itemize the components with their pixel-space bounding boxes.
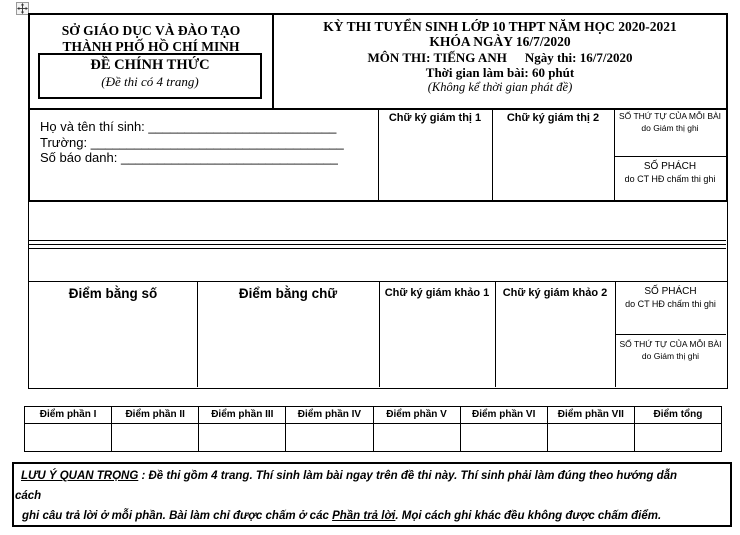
exam-pages-label: (Đề thi có 4 trang): [101, 74, 199, 89]
score-number-cell: Điểm bằng số: [68, 286, 158, 301]
score-header-cell: Điểm phần VII: [548, 407, 635, 423]
student-school-row: [40, 135, 376, 151]
score-header-cell: Điểm phần I: [25, 407, 112, 423]
code-number-title: SỐ PHÁCH: [644, 286, 697, 297]
department-line2: THÀNH PHỐ HỒ CHÍ MINH: [62, 39, 240, 54]
score-value-cell: [548, 424, 635, 451]
examiner1-signature-cell: Chữ ký giám khảo 1: [384, 287, 490, 299]
score-header-cell: Điểm phần VI: [461, 407, 548, 423]
note-line3-pre: ghi câu trả lời ở mỗi phần. Bài làm chỉ được chấm ở các: [22, 510, 333, 522]
exam-title-block: [274, 19, 726, 95]
paper-order-cell: [614, 111, 726, 134]
exam-type-label: ĐỀ CHÍNH THỨC: [90, 57, 210, 73]
invigilator2-signature-cell: Chữ ký giám thị 2: [506, 112, 600, 124]
note-line2: cách: [15, 490, 42, 502]
note-line3-underlined: Phần trả lời: [332, 510, 396, 522]
part-score-table: [24, 406, 722, 452]
score-header-cell: Điểm phần V: [374, 407, 461, 423]
cut-line-1: [29, 240, 726, 241]
exam-title: KỲ THI TUYỂN SINH LỚP 10 THPT NĂM HỌC 2020-2021: [323, 19, 677, 34]
student-id-label: Số báo danh:: [40, 150, 118, 165]
score-header-cell: Điểm phần IV: [286, 407, 373, 423]
paper-order-title: SỐ THỨ TỰ CỦA MỖI BÀI: [619, 339, 722, 349]
paper-order-cell-2: [615, 339, 726, 362]
header-table: [28, 13, 728, 202]
official-exam-box: [38, 53, 262, 99]
student-name-row: [40, 119, 376, 135]
move-arrows-icon: [17, 3, 28, 14]
divider: [615, 334, 726, 335]
student-id-blank: ______________________________: [120, 150, 338, 165]
score-header-cell: Điểm phần II: [112, 407, 199, 423]
important-note-box: [12, 462, 732, 527]
exam-date-label: Ngày thi: 16/7/2020: [524, 49, 633, 65]
paper-order-subtitle: do Giám thị ghi: [641, 350, 700, 361]
score-header-cell: Điểm tổng: [653, 409, 703, 420]
department-line1: SỞ GIÁO DỤC VÀ ĐÀO TẠO: [61, 23, 241, 38]
subject-label: MÔN THI: TIẾNG ANH: [367, 49, 507, 65]
student-school-label: Trường:: [40, 134, 88, 150]
paper-order-subtitle: do Giám thị ghi: [641, 122, 699, 133]
divider: [614, 156, 726, 157]
cut-line-3: [29, 248, 726, 249]
grading-table: [28, 281, 728, 389]
score-value-cell: [25, 424, 112, 451]
score-value-cell: [461, 424, 548, 451]
cut-section: [28, 202, 728, 281]
student-info-block: [40, 119, 376, 166]
note-line1: [21, 466, 730, 486]
code-number-subtitle: do CT HĐ chấm thi ghi: [625, 299, 716, 309]
student-id-row: [40, 150, 376, 166]
invigilator1-signature-cell: Chữ ký giám thị 1: [388, 112, 482, 124]
score-words-cell: Điểm bằng chữ: [238, 286, 338, 301]
student-school-blank: ___________________________________: [90, 134, 344, 150]
score-header-cell: Điểm phần III: [199, 407, 286, 423]
score-value-cell: [199, 424, 286, 451]
part-score-header-row: [25, 407, 721, 424]
exam-subject-line: [274, 50, 726, 65]
score-value-cell: [635, 424, 721, 451]
code-number-cell-2: [615, 286, 726, 310]
duration-label: Thời gian làm bài: 60 phút: [425, 64, 575, 80]
part-score-value-row: [25, 424, 721, 451]
score-value-cell: [286, 424, 373, 451]
student-name-label: Họ và tên thí sinh:: [40, 119, 145, 134]
cut-line-2: [29, 244, 726, 245]
paper-order-title: SỐ THỨ TỰ CỦA MỖI BÀI: [618, 111, 722, 121]
note-heading: LƯU Ý QUAN TRỌNG: [21, 470, 139, 482]
note-line3: [22, 506, 730, 526]
department-header: [30, 23, 272, 55]
code-number-cell: [614, 161, 726, 185]
score-value-cell: [374, 424, 461, 451]
code-number-title: SỐ PHÁCH: [643, 161, 697, 172]
duration-note: (Không kể thời gian phát đề): [427, 80, 573, 95]
score-value-cell: [112, 424, 199, 451]
examiner2-signature-cell: Chữ ký giám khảo 2: [502, 287, 608, 299]
note-line3-post: . Mọi cách ghi khác đều không được chấm điểm.: [395, 510, 662, 522]
code-number-subtitle: do CT HĐ chấm thi ghi: [624, 174, 716, 184]
exam-session: KHÓA NGÀY 16/7/2020: [429, 34, 571, 50]
student-name-blank: __________________________: [148, 119, 337, 134]
note-line1-text: : Đề thi gồm 4 trang. Thí sinh làm bài ngay trên đề thi này. Thí sinh phải làm đúng theo hướng dẫn: [138, 470, 678, 482]
